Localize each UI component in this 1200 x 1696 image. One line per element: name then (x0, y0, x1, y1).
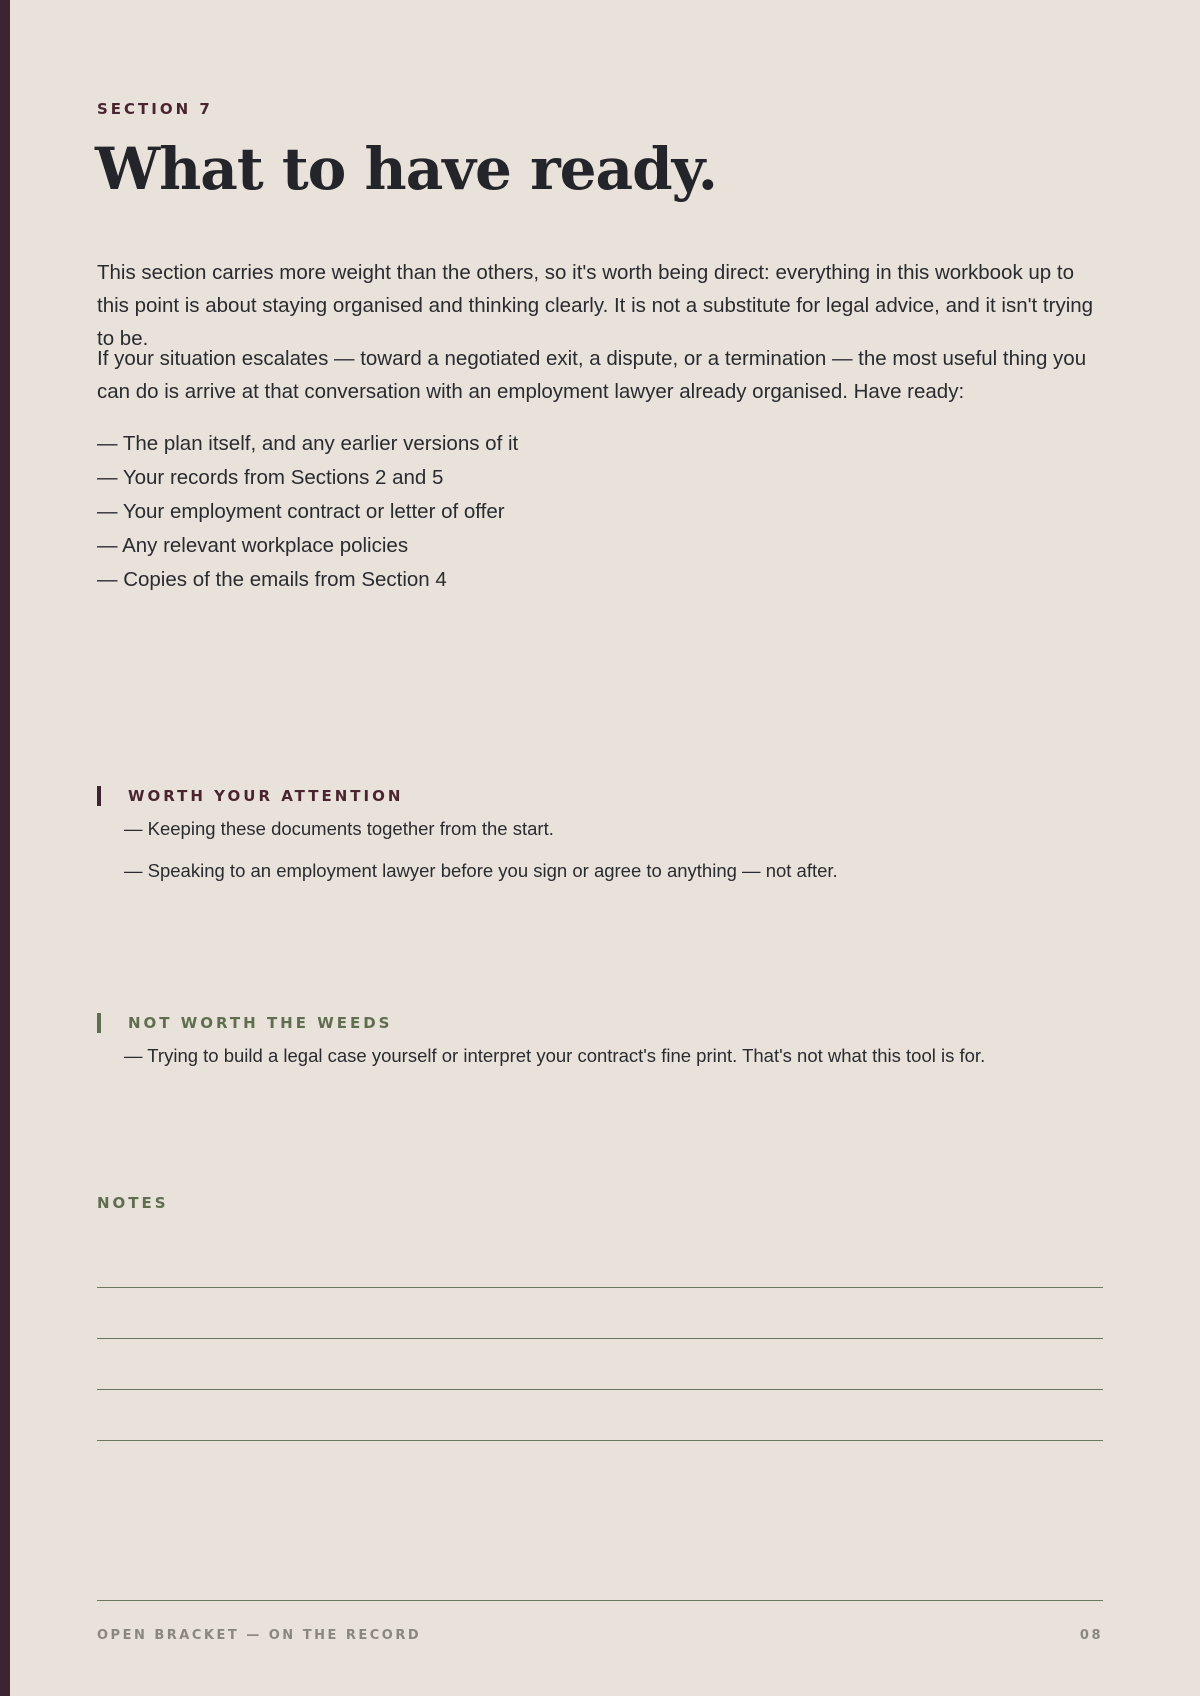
notes-line[interactable] (97, 1287, 1103, 1288)
worth-attention-heading: WORTH YOUR ATTENTION (128, 787, 404, 805)
attention-item: — Speaking to an employment lawyer before you sign or agree to anything — not after. (124, 860, 838, 881)
page-title: What to have ready. (95, 135, 717, 203)
page-number: 08 (1079, 1628, 1103, 1643)
have-ready-list (97, 427, 518, 597)
escalation-paragraph: If your situation escalates — toward a negotiated exit, a dispute, or a termination — the most useful thing you can do is arrive at that conversation with an employment lawyer already organised. Have ready: (97, 347, 1087, 403)
notes-line[interactable] (97, 1389, 1103, 1390)
attention-marker-bar (97, 786, 101, 806)
list-item: — Your employment contract or letter of offer (97, 500, 505, 523)
notes-line[interactable] (97, 1338, 1103, 1339)
footer-publication: OPEN BRACKET — ON THE RECORD (97, 1628, 422, 1643)
footer-divider (97, 1600, 1103, 1601)
weeds-marker-bar (97, 1013, 101, 1033)
list-item: — Your records from Sections 2 and 5 (97, 466, 444, 489)
intro-paragraph: This section carries more weight than the others, so it's worth being direct: everything in this workbook up to this point is about staying organised and thinking clearly. It is not a substitute for legal advice, and it isn't trying to be. (97, 261, 1094, 350)
list-item: — Copies of the emails from Section 4 (97, 568, 447, 591)
attention-item: — Keeping these documents together from the start. (124, 818, 554, 839)
notes-label: NOTES (97, 1194, 169, 1212)
notes-line[interactable] (97, 1440, 1103, 1441)
page-spine-stripe (0, 0, 10, 1696)
not-worth-weeds-heading: NOT WORTH THE WEEDS (128, 1014, 393, 1032)
list-item: — Any relevant workplace policies (97, 534, 409, 557)
list-item: — The plan itself, and any earlier versions of it (97, 432, 519, 455)
weeds-item: — Trying to build a legal case yourself or interpret your contract's fine print. That's not what this tool is for. (124, 1045, 986, 1066)
section-kicker: SECTION 7 (97, 100, 213, 118)
